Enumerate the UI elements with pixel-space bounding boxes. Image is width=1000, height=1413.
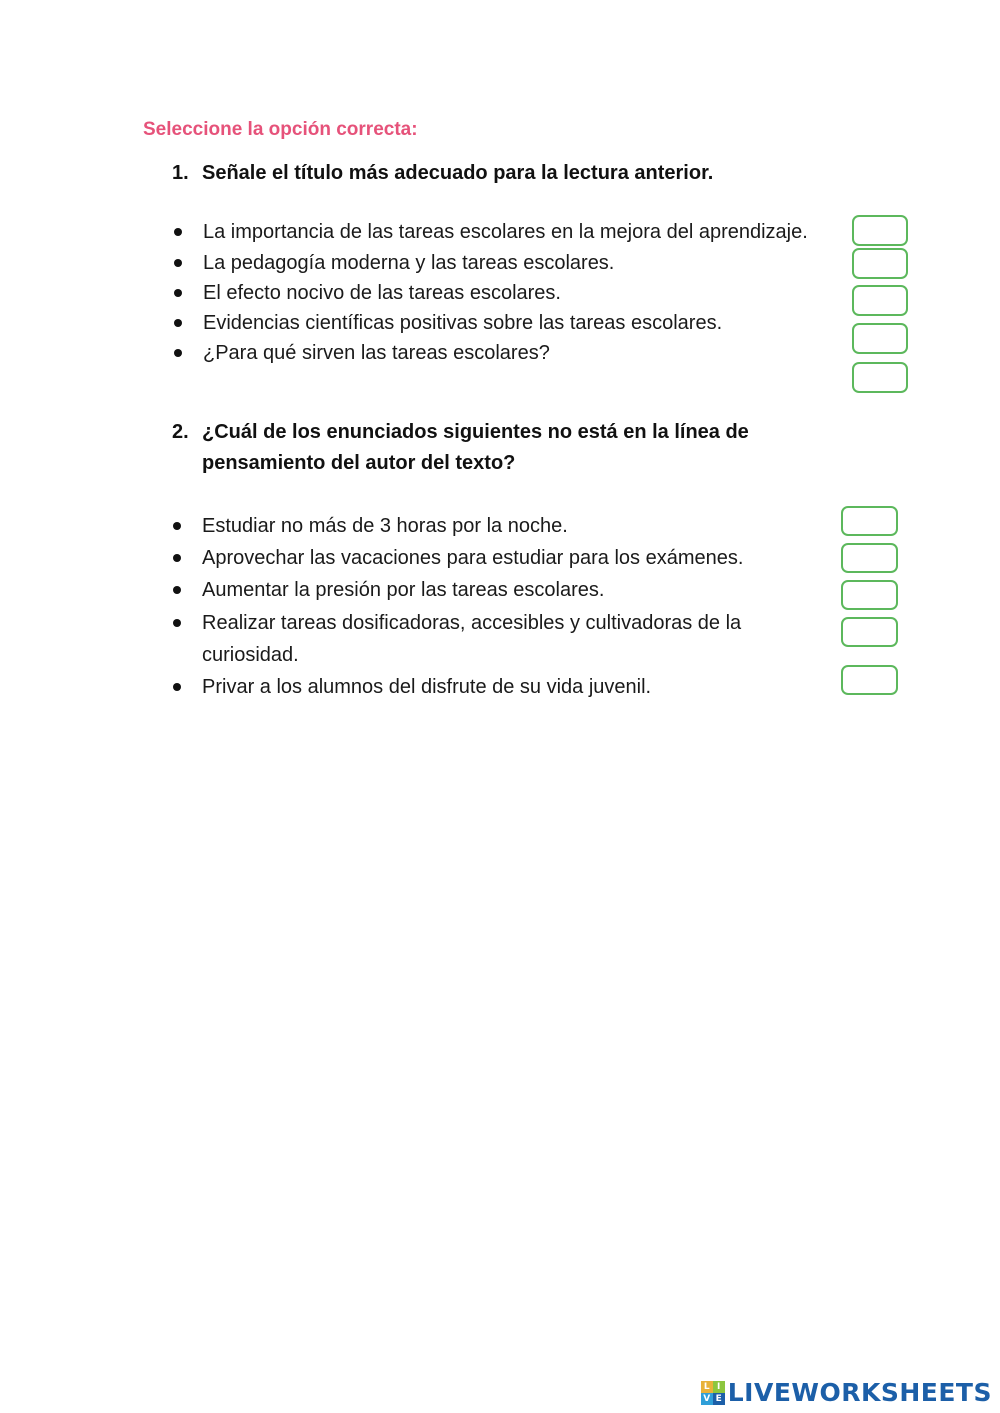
q2-option-1: Estudiar no más de 3 horas por la noche.	[202, 515, 568, 537]
q2-answer-box-5[interactable]	[841, 665, 898, 695]
q1-option-3: El efecto nocivo de las tareas escolares.	[203, 282, 561, 304]
q2-option-3: Aumentar la presión por las tareas escolares.	[202, 579, 605, 601]
q2-answer-box-3[interactable]	[841, 580, 898, 610]
question-2-number: 2.	[172, 421, 189, 443]
logo-text: LIVEWORKSHEETS	[727, 1378, 992, 1407]
q2-answer-box-1[interactable]	[841, 506, 898, 536]
q2-option-2: Aprovechar las vacaciones para estudiar para los exámenes.	[202, 547, 744, 569]
question-2-line-1: ¿Cuál de los enunciados siguientes no está en la línea de	[202, 421, 749, 443]
logo-mark-letter: L	[701, 1381, 713, 1393]
bullet-icon	[174, 319, 182, 327]
q1-answer-box-5[interactable]	[852, 362, 908, 393]
q2-answer-box-2[interactable]	[841, 543, 898, 573]
q1-answer-box-2[interactable]	[852, 248, 908, 279]
bullet-icon	[173, 586, 181, 594]
bullet-icon	[173, 683, 181, 691]
q1-option-2: La pedagogía moderna y las tareas escolares.	[203, 252, 615, 274]
question-1-number: 1.	[172, 162, 189, 184]
bullet-icon	[174, 259, 182, 267]
bullet-icon	[173, 554, 181, 562]
question-2-line-2: pensamiento del autor del texto?	[202, 452, 516, 474]
bullet-icon	[173, 522, 181, 530]
q2-option-4-line-2: curiosidad.	[202, 644, 299, 666]
q2-option-4-line-1: Realizar tareas dosificadoras, accesibles y cultivadoras de la	[202, 612, 742, 634]
liveworksheets-logo	[701, 1378, 992, 1407]
instruction-heading: Seleccione la opción correcta:	[143, 119, 418, 140]
q1-option-4: Evidencias científicas positivas sobre las tareas escolares.	[203, 312, 723, 334]
q1-answer-box-1[interactable]	[852, 215, 908, 246]
question-1-text: Señale el título más adecuado para la lectura anterior.	[202, 162, 714, 184]
bullet-icon	[174, 228, 182, 236]
q1-answer-box-4[interactable]	[852, 323, 908, 354]
q1-answer-box-3[interactable]	[852, 285, 908, 316]
logo-mark-letter: E	[713, 1393, 725, 1405]
question-2-text	[202, 417, 749, 479]
logo-mark-letter: I	[713, 1381, 725, 1393]
logo-mark-letter: V	[701, 1393, 713, 1405]
liveworksheets-logo-icon	[701, 1381, 725, 1405]
bullet-icon	[173, 619, 181, 627]
q2-option-5: Privar a los alumnos del disfrute de su vida juvenil.	[202, 676, 652, 698]
question-2	[172, 417, 749, 479]
bullet-icon	[174, 289, 182, 297]
bullet-icon	[174, 349, 182, 357]
question-1	[172, 158, 713, 189]
q1-option-5: ¿Para qué sirven las tareas escolares?	[203, 342, 550, 364]
q1-option-1: La importancia de las tareas escolares en la mejora del aprendizaje.	[203, 221, 808, 243]
q2-answer-box-4[interactable]	[841, 617, 898, 647]
